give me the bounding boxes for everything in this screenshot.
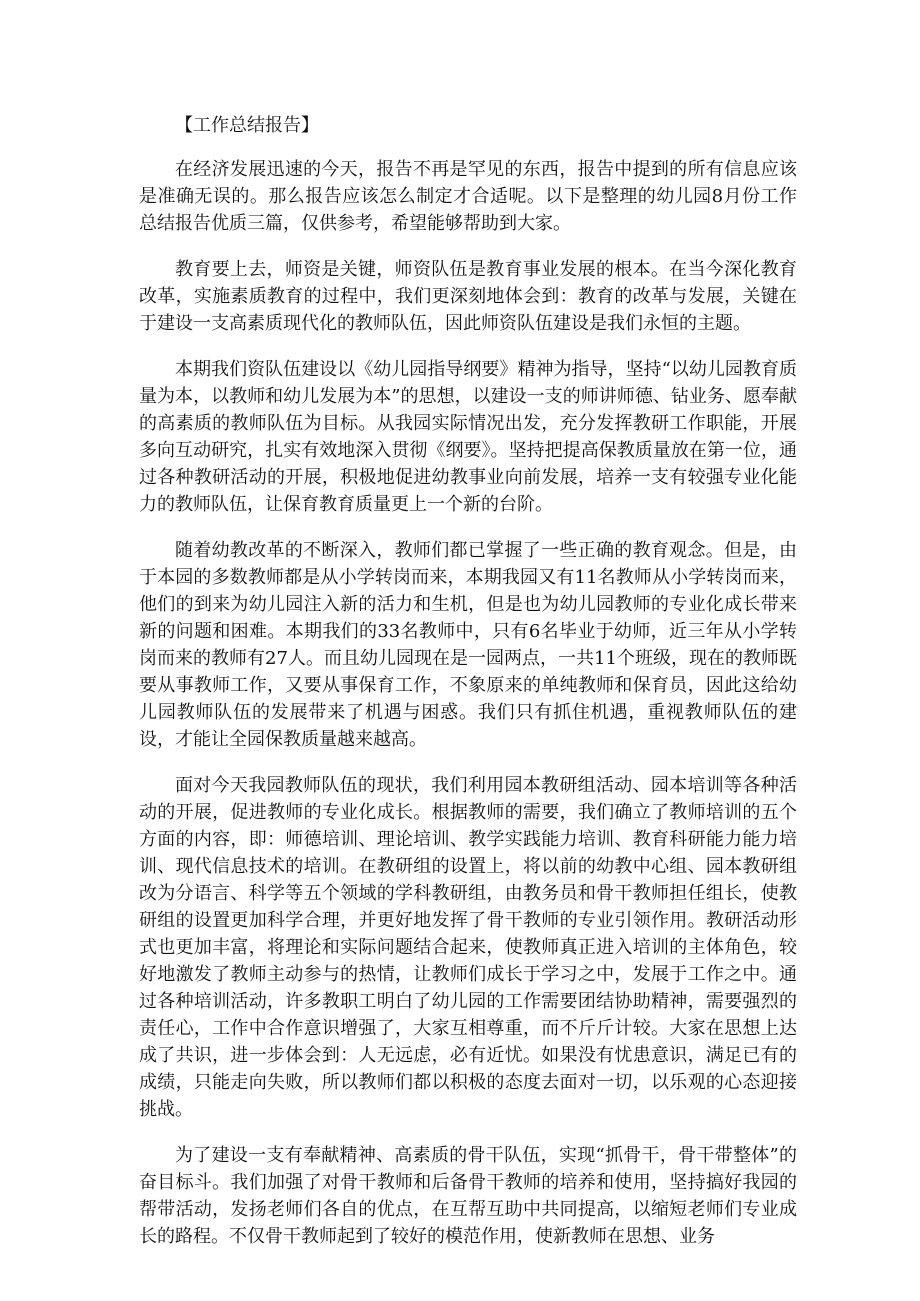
paragraph-backbone-teachers: 为了建设一支有奉献精神、高素质的骨干队伍，实现“抓骨干，骨干带整体”的奋目标斗。我们加强了对骨干教师和后备骨干教师的培养和使用，坚持搞好我园的帮带活动，发扬老师们各自的优点，在互帮互助中共同提高，以缩短老师们专业成长的路程。不仅骨干教师起到了较好的模范作用，使新教师在思想、业务 [139, 1145, 797, 1247]
paragraph-teacher-team-importance: 教育要上去，师资是关键，师资队伍是教育事业发展的根本。在当今深化教育改革，实施素质教育的过程中，我们更深刻地体会到：教育的改革与发展，关键在于建设一支高素质现代化的教师队伍，因此师资队伍建设是我们永恒的主题。 [139, 259, 797, 334]
document-title: 【工作总结报告】 [175, 115, 319, 136]
paragraph-intro: 在经济发展迅速的今天，报告不再是罕见的东西，报告中提到的所有信息应该是准确无误的。那么报告应该怎么制定才合适呢。以下是整理的幼儿园8月份工作总结报告优质三篇，仅供参考，希望能够帮助到大家。 [139, 159, 797, 234]
paragraph-team-building-goals: 本期我们资队伍建设以《幼儿园指导纲要》精神为指导，坚持“以幼儿园教育质量为本，以教师和幼儿发展为本”的思想，以建设一支的师讲师德、钻业务、愿奉献的高素质的教师队伍为目标。从我园实际情况出发，充分发挥教研工作职能，开展多向互动研究，扎实有效地深入贯彻《纲要》。坚持把提高保教质量放在第一位，通过各种教研活动的开展，积极地促进幼教事业向前发展，培养一支有较强专业化能力的教师队伍，让保育教育质量更上一个新的台阶。 [139, 359, 797, 515]
paragraph-current-situation: 随着幼教改革的不断深入，教师们都已掌握了一些正确的教育观念。但是，由于本园的多数教师都是从小学转岗而来，本期我园又有11名教师从小学转岗而来，他们的到来为幼儿园注入新的活力和生机，但是也为幼儿园教师的专业化成长带来新的问题和困难。本期我们的33名教师中，只有6名毕业于幼师，近三年从小学转岗而来的教师有27人。而且幼儿园现在是一园两点，一共11个班级，现在的教师既要从事教师工作，又要从事保育工作，不象原来的单纯教师和保育员，因此这给幼儿园教师队伍的发展带来了机遇与困惑。我们只有抓住机遇，重视教师队伍的建设，才能让全园保教质量越来越高。 [139, 540, 797, 750]
paragraph-training-measures: 面对今天我园教师队伍的现状，我们利用园本教研组活动、园本培训等各种活动的开展，促进教师的专业化成长。根据教师的需要，我们确立了教师培训的五个方面的内容，即：师德培训、理论培训、教学实践能力培训、教育科研能力能力培训、现代信息技术的培训。在教研组的设置上，将以前的幼教中心组、园本教研组改为分语言、科学等五个领域的学科教研组，由教务员和骨干教师担任组长，使教研组的设置更加科学合理，并更好地发挥了骨干教师的专业引领作用。教研活动形式也更加丰富，将理论和实际问题结合起来，使教师真正进入培训的主体角色，较好地激发了教师主动参与的热情，让教师们成长于学习之中，发展于工作之中。通过各种培训活动，许多教职工明白了幼儿园的工作需要团结协助精神，需要强烈的责任心，工作中合作意识增强了，大家互相尊重，而不斤斤计较。大家在思想上达成了共识，进一步体会到：人无远虑，必有近忧。如果没有忧患意识，满足已有的成绩，只能走向失败，所以教师们都以积极的态度去面对一切，以乐观的心态迎接挑战。 [139, 775, 797, 1120]
document-body [139, 112, 797, 1269]
